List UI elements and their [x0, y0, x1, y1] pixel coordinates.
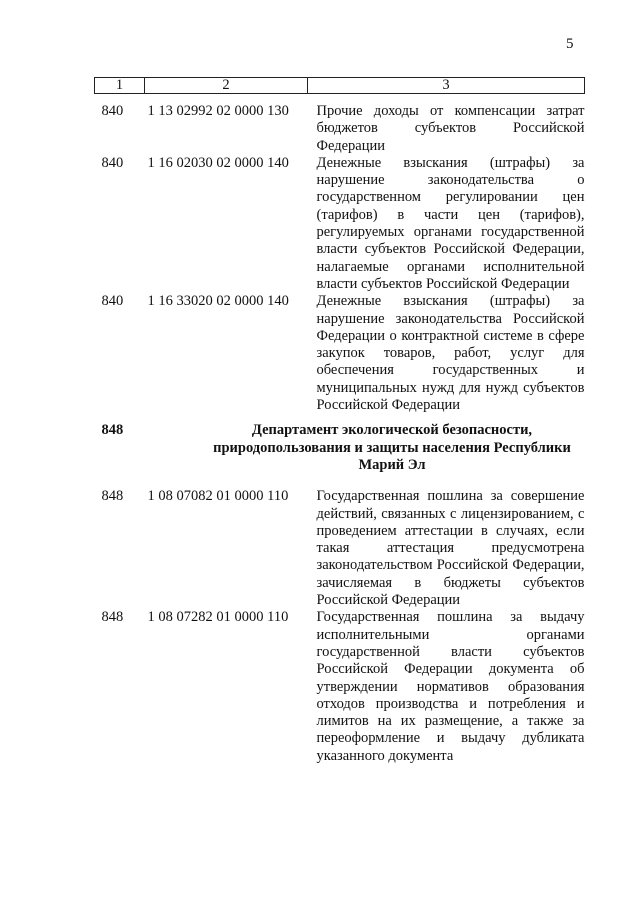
column-header-3: 3 [308, 78, 585, 94]
revenue-codes-table [94, 77, 585, 765]
table-row [95, 103, 585, 155]
admin-code: 848 [101, 609, 124, 626]
table-header-row [95, 78, 585, 94]
admin-code: 840 [101, 103, 124, 119]
revenue-description: Денежные взыскания (штрафы) за нарушение законодательства Российской Федерации о контрактной системе в сфере закупок товаров, работ, услуг для обеспечения государственных и муниципальных нужд для нужд субъектов Российской Федерации [316, 293, 585, 414]
revenue-code: 1 08 07282 01 0000 110 [147, 609, 289, 626]
admin-code: 840 [101, 154, 124, 171]
table-row [95, 155, 585, 293]
revenue-code: 1 16 33020 02 0000 140 [147, 293, 289, 310]
revenue-description: Денежные взыскания (штрафы) за нарушение законодательства о государственном регулировании цен (тарифов) в части цен (тарифов), регулируемых органами государственной власти субъектов Российской Федерации, налагаемые органами исполнительной власти субъектов Российской Федерации [316, 154, 585, 292]
department-row [95, 414, 585, 488]
department-code: 848 [101, 422, 124, 439]
revenue-code: 1 08 07082 01 0000 110 [147, 488, 289, 505]
table-row [95, 488, 585, 609]
page-number: 5 [566, 36, 574, 52]
column-header-2: 2 [145, 78, 308, 94]
revenue-description: Прочие доходы от компенсации затрат бюджетов субъектов Российской Федерации [316, 103, 585, 154]
admin-code: 840 [101, 293, 124, 310]
revenue-code: 1 13 02992 02 0000 130 [147, 103, 289, 119]
revenue-description: Государственная пошлина за выдачу исполнительными органами государственной власти субъектов Российской Федерации документа об утверждении нормативов образования отходов производства и потребления и лимитов на их размещение, а также за переоформление и выдачу дубликата указанного документа [316, 609, 585, 764]
revenue-code: 1 16 02030 02 0000 140 [147, 154, 289, 171]
table-row [95, 609, 585, 765]
table-row [95, 293, 585, 414]
column-header-1: 1 [95, 78, 145, 94]
admin-code: 848 [101, 488, 124, 505]
department-name: Департамент экологической безопасности, природопользования и защиты населения Республики Марий Эл [213, 422, 571, 473]
revenue-description: Государственная пошлина за совершение действий, связанных с лицензированием, с проведением аттестации в случаях, если такая аттестация предусмотрена законодательством Российской Федерации, зачисляемая в бюджеты субъектов Российской Федерации [316, 488, 585, 609]
